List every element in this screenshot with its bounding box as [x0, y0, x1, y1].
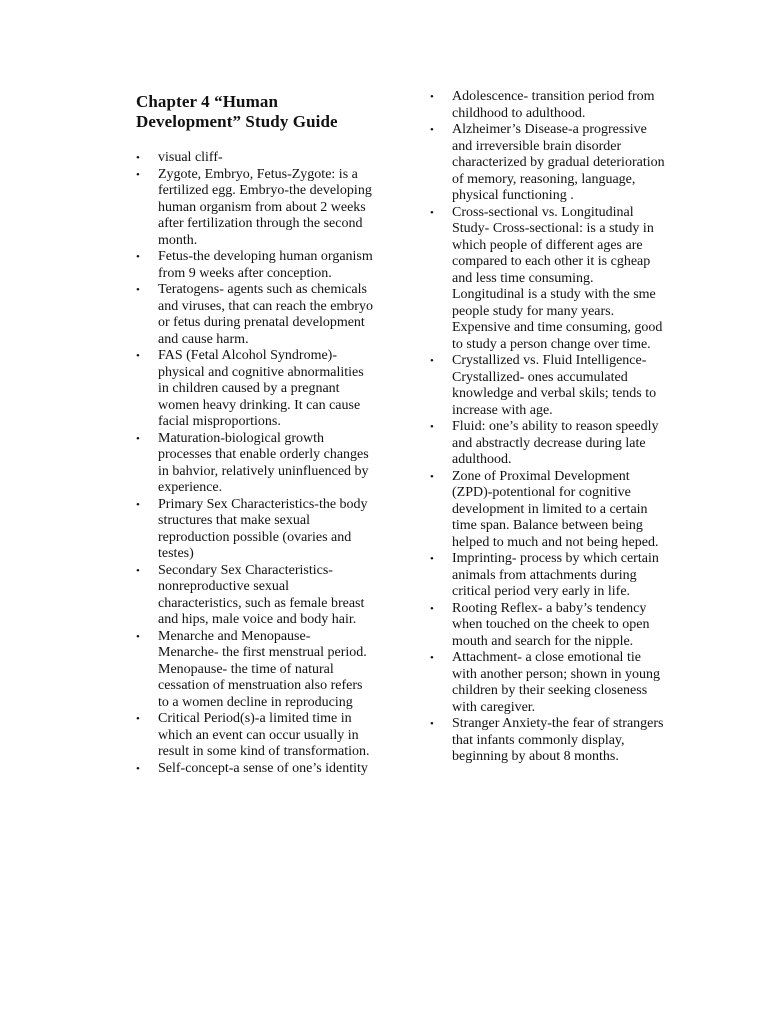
list-item-text: Fluid: one’s ability to reason speedly and abstractly decrease during late adulthood. [452, 419, 659, 467]
list-item [136, 167, 374, 250]
list-item-text: Alzheimer’s Disease-a progressive and irreversible brain disorder characterized by gradual deterioration of memory, reasoning, language, physical functioning . [452, 122, 665, 203]
list-item [136, 431, 374, 497]
bullet-icon: • [430, 355, 434, 367]
list-item-text: Fetus-the developing human organism from 9 weeks after conception. [158, 249, 373, 281]
list-item [430, 601, 668, 651]
bullet-icon: • [430, 421, 434, 433]
list-item-text: FAS (Fetal Alcohol Syndrome)- physical and cognitive abnormalities in children caused by a pregnant women heavy drinking. It can cause facial misproportions. [158, 348, 364, 429]
list-item [430, 205, 668, 354]
list-item-text: visual cliff- [158, 150, 223, 165]
bullet-icon: • [430, 652, 434, 664]
list-item [430, 353, 668, 419]
bullet-icon: • [430, 553, 434, 565]
list-item [430, 122, 668, 205]
list-item [430, 419, 668, 469]
list-item [136, 249, 374, 282]
list-item [136, 282, 374, 348]
bullet-icon: • [430, 206, 434, 219]
bullet-icon: • [136, 630, 140, 643]
list-item [136, 711, 374, 761]
list-item-text: Adolescence- transition period from childhood to adulthood. [452, 89, 655, 121]
bullet-icon: • [136, 168, 140, 181]
list-item-text: Zone of Proximal Development (ZPD)-potentional for cognitive development in limited to a certain time span. Balance between being helped to much and not being heped. [452, 468, 659, 550]
list-item-text: Zygote, Embryo, Fetus-Zygote: is a fertilized egg. Embryo-the developing human organism from about 2 weeks after fertilization through the second month. [158, 166, 372, 248]
list-item [430, 551, 668, 601]
list-item [430, 89, 668, 122]
bullet-icon: • [136, 564, 140, 577]
list-item-text: Attachment- a close emotional tie with another person; shown in young children by their seeking closeness with caregiver. [452, 650, 661, 715]
bullet-icon: • [136, 350, 140, 362]
page-title: Chapter 4 “Human Development” Study Guide [136, 92, 338, 131]
list-item [136, 497, 374, 563]
list-item-text: Secondary Sex Characteristics- nonreproductive sexual characteristics, such as female breast and hips, male voice and body hair. [158, 562, 365, 627]
list-item-text: Cross-sectional vs. Longitudinal Study- Cross-sectional: is a study in which people of different ages are compared to each other it is cgheap and less time consuming. Longitudinal is a study with the sme people study for many years. Expensive and time consuming, good to study a person change over time. [452, 204, 663, 352]
bullet-icon: • [136, 251, 140, 263]
right-column [430, 89, 668, 766]
list-item [136, 629, 374, 712]
bullet-icon: • [430, 718, 434, 730]
left-column [136, 92, 374, 777]
list-item-text: Menarche and Menopause- Menarche- the first menstrual period. Menopause- the time of natural cessation of menstruation also refers to a women decline in reproducing [158, 628, 367, 710]
list-item-text: Maturation-biological growth processes that enable orderly changes in bahvior, relatively uninfluenced by experience. [158, 430, 369, 495]
list-item [136, 761, 374, 778]
list-item-text: Teratogens- agents such as chemicals and viruses, that can reach the embryo or fetus during prenatal development and cause harm. [158, 282, 373, 347]
list-item-text: Self-concept-a sense of one’s identity [158, 760, 368, 776]
bullet-icon: • [430, 91, 434, 103]
list-item-text: Primary Sex Characteristics-the body structures that make sexual reproduction possible (ovaries and testes) [158, 496, 368, 561]
list-item-text: Crystallized vs. Fluid Intelligence- Crystallized- ones accumulated knowledge and verbal skils; tends to increase with age. [452, 353, 657, 418]
bullet-icon: • [430, 602, 434, 615]
bullet-icon: • [430, 470, 434, 483]
list-item-text: Stranger Anxiety-the fear of strangers that infants commonly display, beginning by about 8 months. [452, 716, 664, 764]
list-item-text: Critical Period(s)-a limited time in which an event can occur usually in result in some kind of transformation. [158, 711, 370, 759]
bullet-icon: • [136, 762, 140, 775]
list-item-text: Imprinting- process by which certain animals from attachments during critical period very early in life. [452, 551, 659, 599]
list-item-text: Rooting Reflex- a baby’s tendency when touched on the cheek to open mouth and search for the nipple. [452, 600, 650, 649]
bullet-icon: • [136, 152, 140, 164]
list-item [430, 716, 668, 766]
bullet-icon: • [136, 498, 140, 511]
list-item [430, 650, 668, 716]
list-item [136, 563, 374, 629]
bullet-icon: • [430, 124, 434, 136]
bullet-icon: • [136, 713, 140, 725]
bullet-icon: • [136, 284, 140, 296]
list-item [430, 469, 668, 552]
bullet-icon: • [136, 432, 140, 445]
list-item [136, 348, 374, 431]
list-item [136, 150, 374, 167]
